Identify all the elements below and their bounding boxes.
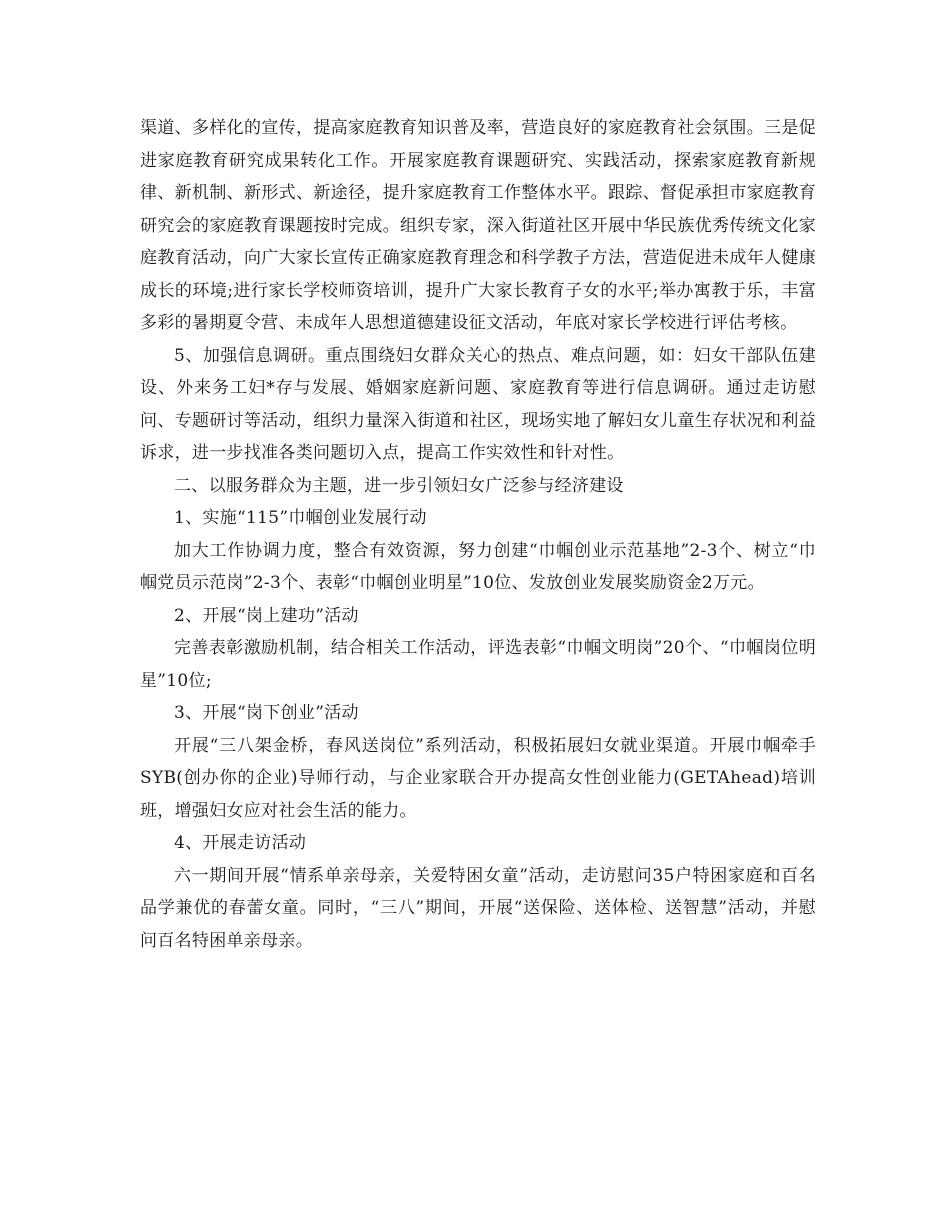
subheading-115-action: 1、实施“115”巾帼创业发展行动 xyxy=(174,508,427,528)
paragraph-visit-activities: 六一期间开展“情系单亲母亲，关爱特困女童”活动，走访慰问35户特困家庭和百名品学兼优的春蕾女童。同时，“三八”期间，开展“送保险、送体检、送智慧”活动，并慰问百名特困单亲母亲。 xyxy=(140,865,816,951)
document-body xyxy=(140,112,816,957)
section-heading-economic-construction: 二、以服务群众为主题，进一步引领妇女广泛参与经济建设 xyxy=(174,475,624,496)
paragraph-off-post-startup: 开展“三八架金桥，春风送岗位”系列活动，积极拓展妇女就业渠道。开展巾帼牵手SYB(创办你的企业)导师行动，与企业家联合开办提高女性创业能力(GETAhead)培训班，增强妇女应对社会生活的能力。 xyxy=(140,735,816,821)
paragraph-115-action: 加大工作协调力度，整合有效资源，努力创建“巾帼创业示范基地”2-3个、树立“巾帼党员示范岗”2-3个、表彰“巾帼创业明星”10位、发放创业发展奖励资金2万元。 xyxy=(140,540,816,593)
paragraph-info-research: 5、加强信息调研。重点围绕妇女群众关心的热点、难点问题，如：妇女干部队伍建设、外来务工妇*存与发展、婚姻家庭新问题、家庭教育等进行信息调研。通过走访慰问、专题研讨等活动，组织力量深入街道和社区，现场实地了解妇女儿童生存状况和利益诉求，进一步找准各类问题切入点，提高工作实效性和针对性。 xyxy=(140,345,816,463)
subheading-visit-activities: 4、开展走访活动 xyxy=(174,833,307,853)
paragraph-family-education-continued: 渠道、多样化的宣传，提高家庭教育知识普及率，营造良好的家庭教育社会氛围。三是促进家庭教育研究成果转化工作。开展家庭教育课题研究、实践活动，探索家庭教育新规律、新机制、新形式、新途径，提升家庭教育工作整体水平。跟踪、督促承担市家庭教育研究会的家庭教育课题按时完成。组织专家，深入街道社区开展中华民族优秀传统文化家庭教育活动，向广大家长宣传正确家庭教育理念和科学教子方法，营造促进未成年人健康成长的环境;进行家长学校师资培训，提升广大家长教育子女的水平;举办寓教于乐，丰富多彩的暑期夏令营、未成年人思想道德建设征文活动，年底对家长学校进行评估考核。 xyxy=(140,118,816,333)
subheading-on-post-merit: 2、开展“岗上建功”活动 xyxy=(174,605,359,626)
paragraph-on-post-merit: 完善表彰激励机制，结合相关工作活动，评选表彰“巾帼文明岗”20个、“巾帼岗位明星”10位; xyxy=(140,638,816,691)
subheading-off-post-startup: 3、开展“岗下创业”活动 xyxy=(174,703,359,723)
